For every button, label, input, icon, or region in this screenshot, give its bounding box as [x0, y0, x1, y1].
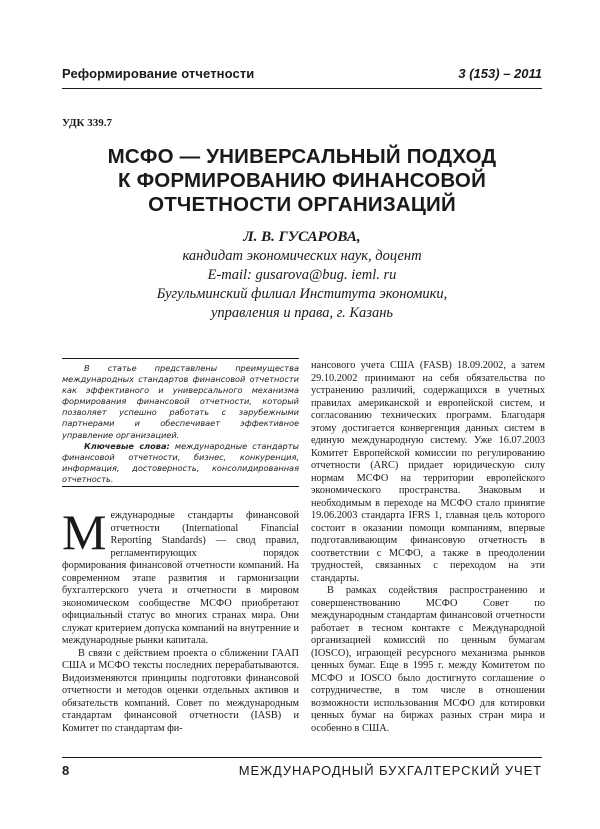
issue-number: 3 (153) – 2011 [458, 66, 542, 81]
body-paragraph: В рамках содействия распространению и совершенствованию МСФО Совет по международным стандартам финансовой отчетности работает в тесном контакте с Международной организацией комиссий по ценным бумагам (IOSCO), играющей ресурсного механизма рынков ценных бумаг. Еще в 1995 г. между Комитетом по МСФО и IOSCO было достигнуто соглашение о сотрудничестве, в том числе в отношении возможности использования МСФО для котировки ценных бумаг на биржах разных стран мира и особенно в США. [311, 585, 545, 734]
title-line: К ФОРМИРОВАНИЮ ФИНАНСОВОЙ [117, 169, 487, 192]
keywords-label: Ключевые слова: [84, 440, 170, 451]
journal-name: МЕЖДУНАРОДНЫЙ БУХГАЛТЕРСКИЙ УЧЕТ [238, 763, 542, 778]
body-paragraph-text: еждународные стандарты финансовой отчетности (International Financial Reporting Standards) — свод правил, регламентирующих порядок формирования финансовой отчетности компаний. На современном этапе развития и гармонизации бухгалтерского учета и отчетности в мировом экономическом сообществе МСФО приобретают официальный статус во многих странах мира. Они служат критерием допуска компаний на внутренние и международные рынки капитала. [62, 510, 299, 646]
abstract [62, 363, 299, 485]
keywords-paragraph [62, 441, 299, 485]
body-paragraph: нансового учета США (FASB) 18.09.2002, а затем 29.10.2002 принимают на себя обязательства по устранению различий, содержащихся в учетных правилах американской и европейской систем, и согласованию технических программ. Благодаря этому достигается конвергенция данных систем в единую международную систему. Уже 16.07.2003 Комитет Европейской комиссии по регулированию отчетности (ARC) придает юридическую силу нормам МСФО на территории европейского экономического пространства. Знаковым и необходимым в переходе на МСФО стало принятие 19.06.2003 стандарта IFRS 1, главная цель которого состоит в оказании помощи компаниям, впервые подготавливающим финансовую отчетность в соответствии с МСФО, а также в преодолении трудностей, связанных с переходом на эти стандарты. [311, 360, 545, 584]
body-paragraph [62, 504, 299, 648]
running-header [62, 66, 542, 84]
header-rule [62, 88, 542, 89]
running-footer [62, 763, 542, 781]
body-column-right [311, 360, 545, 735]
author-email: E-mail: gusarova@bug. ieml. ru [207, 267, 397, 283]
body-paragraph: В связи с действием проекта о сближении ГААП США и МСФО тексты последних перерабатываются. Видоизменяются принципы подготовки финансовой отчетности и методов оценки отдельных активов и обязательств компаний. Совет по международным стандартам финансовой отчетности (IASB) и Комитет по стандартам фи- [62, 647, 299, 734]
drop-cap: М [62, 504, 107, 560]
keywords-text: международные стандарты финансовой отчетности, бизнес, конкуренция, информация, достоверность, консолидированная отчетность. [62, 440, 299, 484]
title-line: МСФО — УНИВЕРСАЛЬНЫЙ ПОДХОД [107, 145, 497, 168]
journal-section-title: Реформирование отчетности [62, 66, 255, 81]
title-line: ОТЧЕТНОСТИ ОРГАНИЗАЦИЙ [148, 193, 456, 216]
author-affiliation: Бугульминский филиал Института экономики, [156, 286, 448, 302]
author-block [62, 228, 542, 323]
abstract-text: В статье представлены преимущества международных стандартов финансовой отчетности как эффективного и универсального механизма формирования финансовой отчетности, который позволяет успешно работать с зарубежными партнерами и обеспечивает эффективное управление организацией. [62, 363, 299, 440]
footer-rule [62, 757, 542, 758]
page-number: 8 [62, 763, 70, 778]
article-title [62, 145, 542, 217]
author-name: Л. В. ГУСАРОВА, [243, 229, 361, 245]
author-degree: кандидат экономических наук, доцент [182, 248, 422, 264]
abstract-rule-top [62, 358, 299, 359]
abstract-rule-bottom [62, 486, 299, 487]
author-affiliation-city: управления и права, г. Казань [210, 305, 394, 321]
body-column-left [62, 504, 299, 735]
udk-code: УДК 339.7 [62, 117, 113, 129]
